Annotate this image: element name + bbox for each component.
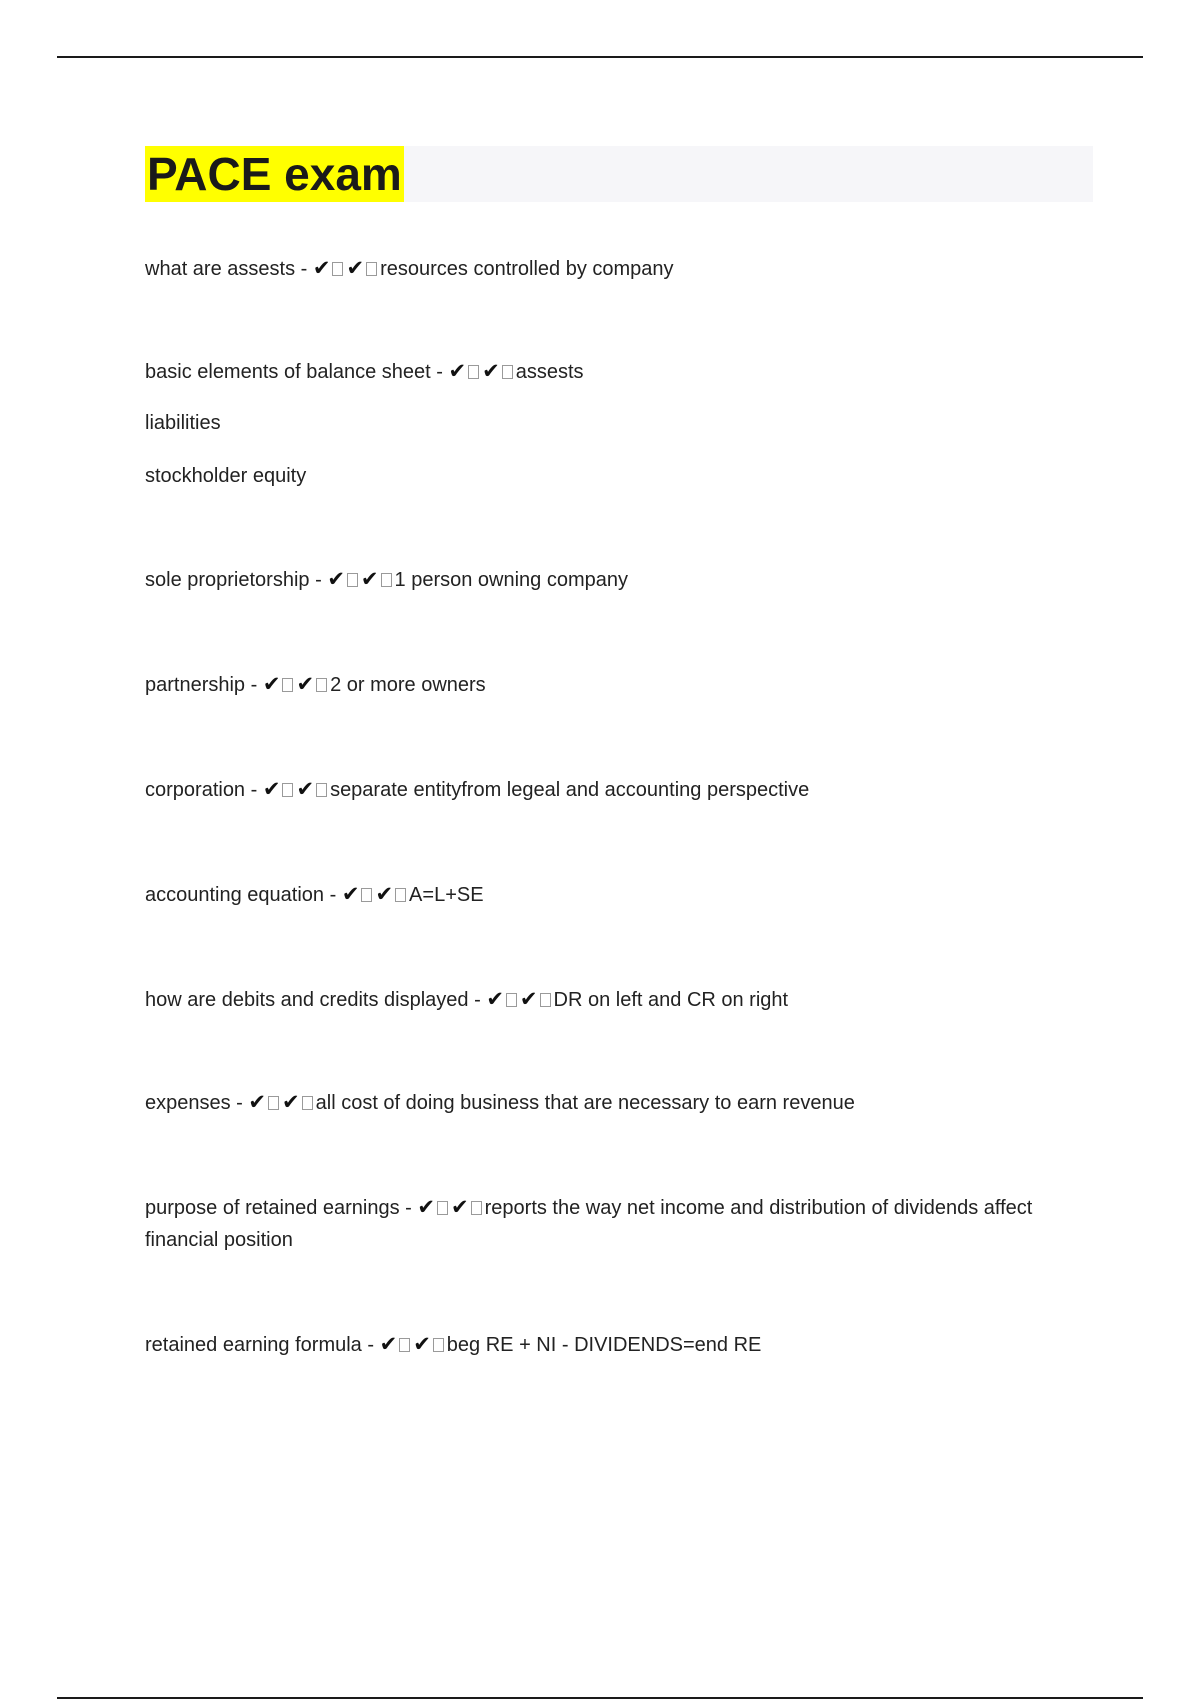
check-icon: ✔ <box>451 1195 469 1219</box>
box-icon <box>268 1096 279 1110</box>
entry-answer: resources controlled by company <box>380 258 674 280</box>
entry-separator: - <box>295 258 313 280</box>
entry-term: partnership <box>145 674 246 696</box>
box-icon <box>399 1338 410 1352</box>
box-icon <box>347 573 358 587</box>
box-icon <box>540 993 551 1007</box>
qa-entry-partnership <box>145 668 1095 701</box>
box-icon <box>381 573 392 587</box>
box-icon <box>282 678 293 692</box>
box-icon <box>366 262 377 276</box>
entry-extra-line: stockholder equity <box>145 465 307 487</box>
check-icon: ✔ <box>296 777 315 801</box>
check-icon: ✔ <box>379 1332 398 1356</box>
entry-extra-line: liabilities <box>145 412 221 434</box>
check-icon: ✔ <box>346 256 365 280</box>
entry-answer: DR on left and CR on right <box>553 989 789 1011</box>
entry-term: sole proprietorship <box>145 569 310 591</box>
check-icon: ✔ <box>341 882 360 906</box>
check-icon: ✔ <box>262 777 281 801</box>
top-rule <box>57 56 1143 58</box>
qa-entry-debits-credits <box>145 983 1095 1016</box>
entry-separator: - <box>361 1334 380 1356</box>
entry-term: expenses <box>145 1092 231 1114</box>
entry-term: accounting equation <box>145 884 325 906</box>
qa-entry-retained-earnings-formula <box>145 1328 1095 1361</box>
box-icon <box>437 1201 448 1215</box>
entry-separator: - <box>245 779 263 801</box>
check-icon: ✔ <box>312 256 331 280</box>
check-icon: ✔ <box>248 1090 267 1114</box>
box-icon <box>395 888 406 902</box>
check-icon: ✔ <box>519 987 538 1011</box>
bottom-rule <box>57 1697 1143 1699</box>
entry-term: retained earning formula <box>145 1334 362 1356</box>
box-icon <box>361 888 372 902</box>
entry-separator: - <box>430 361 449 383</box>
entry-answer: assests <box>515 361 584 383</box>
entry-answer: all cost of doing business that are necessary to earn revenue <box>315 1092 855 1114</box>
qa-entry-corporation <box>145 773 1095 806</box>
box-icon <box>282 783 293 797</box>
check-icon: ✔ <box>296 672 315 696</box>
entry-answer: 2 or more owners <box>330 674 486 696</box>
check-icon: ✔ <box>282 1090 300 1114</box>
box-icon <box>502 365 513 379</box>
check-icon: ✔ <box>486 987 504 1011</box>
box-icon <box>302 1096 313 1110</box>
entry-separator: - <box>468 989 487 1011</box>
qa-entry-retained-earnings-purpose <box>145 1191 1095 1256</box>
qa-entry-expenses <box>145 1086 1095 1119</box>
check-icon: ✔ <box>448 359 467 383</box>
box-icon <box>506 993 517 1007</box>
check-icon: ✔ <box>482 359 500 383</box>
entry-answer: 1 person owning company <box>394 569 629 591</box>
box-icon <box>332 262 343 276</box>
entry-answer: separate entityfrom legeal and accounting perspective <box>330 779 810 801</box>
check-icon: ✔ <box>417 1195 436 1219</box>
check-icon: ✔ <box>327 567 345 591</box>
check-icon: ✔ <box>360 567 379 591</box>
entry-answer: reports the way net income and distribution of dividends affect financial position <box>145 1197 1033 1251</box>
qa-entry-balance-sheet <box>145 355 1095 388</box>
entry-term: purpose of retained earnings <box>145 1197 400 1219</box>
entry-separator: - <box>324 884 342 906</box>
check-icon: ✔ <box>413 1332 431 1356</box>
entry-term: basic elements of balance sheet <box>145 361 431 383</box>
entry-separator: - <box>230 1092 249 1114</box>
entry-separator: - <box>309 569 328 591</box>
entry-term: what are assests <box>145 258 296 280</box>
entry-term: corporation <box>145 779 246 801</box>
entry-answer: A=L+SE <box>409 884 484 906</box>
qa-entry-assets <box>145 252 1095 285</box>
entry-separator: - <box>399 1197 418 1219</box>
entry-answer: beg RE + NI - DIVIDENDS=end RE <box>446 1334 762 1356</box>
qa-entry-accounting-equation <box>145 878 1095 911</box>
box-icon <box>316 783 327 797</box>
page-title: PACE exam <box>147 148 402 200</box>
check-icon: ✔ <box>262 672 281 696</box>
qa-entry-sole-proprietorship <box>145 563 1095 596</box>
entry-separator: - <box>245 674 263 696</box>
box-icon <box>316 678 327 692</box>
entry-term: how are debits and credits displayed <box>145 989 469 1011</box>
box-icon <box>468 365 479 379</box>
box-icon <box>471 1201 482 1215</box>
box-icon <box>433 1338 444 1352</box>
check-icon: ✔ <box>375 882 394 906</box>
